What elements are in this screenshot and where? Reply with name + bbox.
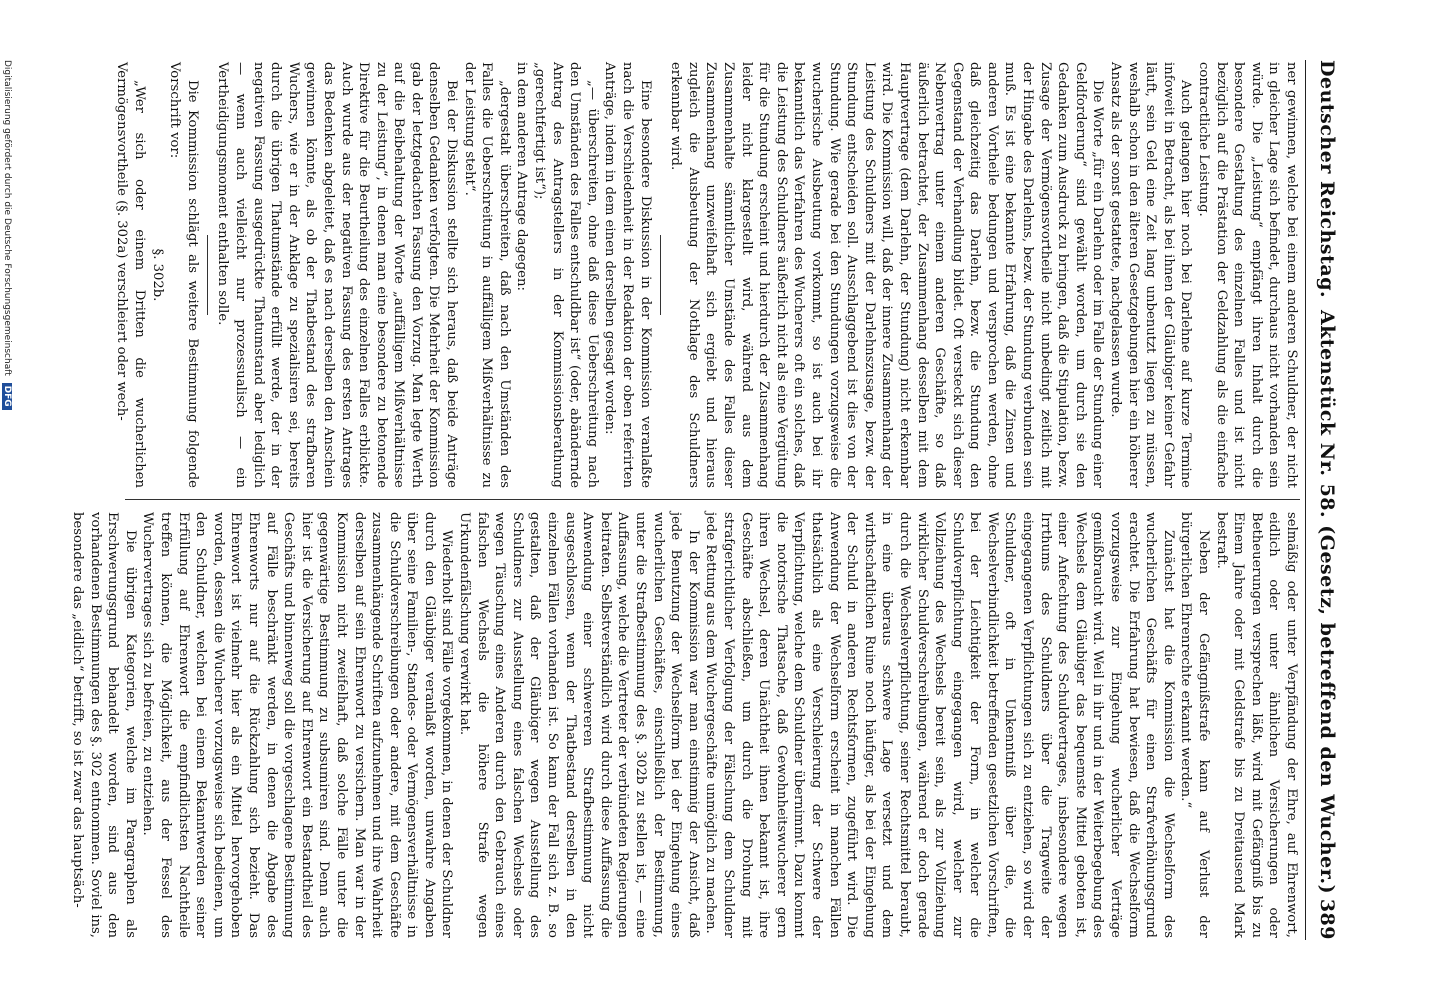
paragraph: In der Kommission war man einstimmig der Ansicht, daß jede Benutzung der Wechselform bei der Eingehung eines wucherlichen Geschäftes, einschließlich der Bestimmung, unter die Strafbestimmung des §. 302b zu stellen ist, — eine Auffassung, welche die Vertreter der verbündeten Regierungen beitraten. Selbstverständlich wird durch diese Auffassung die Anwendung einer schwereren Strafbestimmung nicht ausgeschlossen, wenn der Thatbestand derselben in den einzelnen Fällen vorhanden ist. So kann der Fall sich z. B. so gestalten, daß der Gläubiger wegen Ausstellung des Schuldners zur Ausstellung eines falschen Wechsels oder wegen Täuschung eines Anderen durch den Gebrauch eines falschen Wechsels die höhere Strafe wegen Urkundenfälschung verwirkt hat.	[457, 512, 701, 938]
credit-text: Digitalisierung gefördert durch die Deutsche Forschungsgemeinschaft	[2, 60, 12, 376]
paragraph: ner gewinnen, welche bei einem anderen Schuldner, der nicht in gleicher Lage sich befindet, durchaus nicht vorhanden sein würde. Die „Leistung“ empfängt ihren Inhalt durch die besondere Gestaltung des einzelnen Falles und ist nicht bezüglich auf die Prästation der Geldzahlung als die einfache contractliche Leistung.	[1196, 62, 1299, 488]
paragraph: Auch gelangen hier noch bei Darlehne auf kurze Termine infoweit in Betracht, als bei ihnen der Gläubiger keiner Gefahr läuft, sein Geld eine Zeit lang unbenutzt liegen zu müssen, weshalb schon in den älteren Gesetzgebungen hier ein höherer Ansatz als der sonst gestattete, nachgelassen wurde.	[1108, 62, 1194, 488]
paragraph: in dem anderen Antrage dagegen:	[514, 62, 530, 291]
paragraph: Die übrigen Kategorien, welche im Paragraphen als Erschwerungsgrund behandelt worden, sind aus den vorhandenen Bestimmungen des §. 302 entnommen. Soviel ins, besondere das „eidlich“ betrifft, so ist zwar das hauptsäch-	[70, 512, 138, 938]
section-divider	[660, 235, 661, 315]
column-separator	[125, 499, 1300, 500]
section-divider	[207, 235, 208, 315]
paragraph: Neben der Gefängnißstrafe kann auf Verlust der bürgerlichen Ehrenrechte erkannt werden.“	[1178, 512, 1212, 938]
left-column	[114, 62, 1300, 488]
header-title: Deutscher Reichstag.	[1316, 60, 1338, 299]
quoted-paragraph: „dergestalt überschreiten, daß nach den Umständen des Falles die Ueberschreitung in auffälligem Mißverhältnisse zu der Leistung steht“.	[461, 62, 512, 488]
header-document-title: Aktenstück Nr. 58. (Gesetz, betreffend den Wucher.)	[1316, 310, 1338, 895]
digitization-credit	[2, 60, 12, 940]
paragraph: Zunächst hat die Kommission die Wechselform des wucherlichen Geschäfts für einen Strafverhöhungsgrund erachtet. Die Erfahrung hat bewiesen, daß die Wechselform vorzugsweise zur Eingehung wucherlicher Verträge gemißbraucht wird. Weil in ihr und in der Weiterbegebung des Wechsels dem Gläubiger das bequemste Mittel geboten ist, einer Anfechtung des Schuldvertrages, insbesondere wegen Irrthums des Schuldners über die Tragweite der eingegangenen Verpflichtungen sich zu entziehen, so wird der Schuldner, oft in Unkenntniß über die, die Wechselverbindlichkeit betreffenden gesetzlichen Vorschriften, bei der Leichtigkeit der Form, in welcher die Schuldverpflichtung eingegangen wird, welcher zur Vollziehung des Wechsels bereit sein, als zur Vollziehung wirklicher Schuldverschreibungen, während er doch gerade durch die Wechselverpflichtung, seiner Rechtsmittel beraubt, in eine überaus schwere Lage versetzt und dem wirthschaftlichen Ruine noch häufiger, als bei der Eingehung der Schuld in anderen Rechtsformen, zugeführt wird. Die Anwendung der Wechselform erscheint in manchen Fällen thatsächlich als eine Verschleierung der Schwere der Verpflichtung, welche dem Schuldner übernimmt. Dazu kommt die notorische Thatsache, daß Gewohnheitswucherer gern ihren Wechsel, deren Unächtheit ihnen bekannt ist, ihre Geschäfte abschließen, um durch die Drohung mit strafgerichtlicher Verfolgung der Fälschung dem Schuldner jede Rettung aus dem Wuchergeschäfte unmöglich zu machen.	[703, 512, 1176, 938]
quoted-paragraph: „— überschreiten, ohne daß diese Ueberschreitung nach den Umständen des Falles entschuldbar ist“ (oder, abändernde Antrag des Antragstellers in der Kommissionsberathung „gerechtfertigt ist“);	[532, 62, 600, 488]
section-heading: §. 302b.	[149, 248, 165, 302]
paragraph: Eine besondere Diskussion in der Kommission veranlaßte nach die Verschiedenheit in der Redaktion der oben referirten Anträge, indem in dem einen derselben gesagt worden:	[602, 62, 653, 488]
dfg-logo: DFG	[2, 383, 12, 410]
paragraph: Die Kommission schlägt als weitere Bestimmung folgende Vorschrift vor:	[167, 62, 200, 488]
right-column	[70, 512, 1300, 938]
paragraph: Bei der Diskussion stellte sich heraus, daß beide Anträge denselben Gedanken verfolgten. Die Mehrheit der Kommission gab der letztgedachten Fassung den Vorzug. Man legte Werth auf die Beibehaltung der Worte „auffälligem Mißverhältnisse zu der Leistung“, in denen man eine besondere zu betonende Direktive für die Beurtheilung des einzelnen Falles erblickte. Auch wurde aus der negativen Fassung des ersten Antrages das Bedenken abgeleitet, daß es nach derselben den Anschein gewinnen könnte, als ob der Thatbestand des strafbaren Wuchers, wie er in der Anklage zu spezialisiren sei, bereits durch die übrigen Thatumstände erfüllt werde, der in der negativen Fassung ausgedrückte Thatumstand aber lediglich — wenn auch vielleicht nur prozessualisch — ein Vertheidigungsmoment enthalten solle.	[215, 62, 460, 488]
paragraph: Wiederholt sind Fälle vorgekommen, in denen der Schuldner durch den Gläubiger veranlaßt worden, unwahre Angaben über seine Familien-, Standes- oder Vermögensverhältnisse in die Schuldverschreibungen oder andere, mit dem Geschäfte zusammenhängende Schriften aufzunehmen und ihre Wahrheit derselben auf sein Ehrenwort zu versichern. Man war in der Kommission nicht zweifelhaft, daß solche Fälle unter die gegenwärtige Bestimmung zu subsumiren sind. Denn auch hier ist die Versicherung auf Ehrenwort ein Bestandtheil des Geschäfts und binnenweg soll die vorgeschlagene Bestimmung auf Fälle beschränkt werden, in denen die Abgabe des Ehrenworts nur auf die Rückzahlung sich bezieht. Das Ehrenwort ist vielmehr hier als ein Mittel hervorgehoben worden, dessen die Wucherer vorzugsweise sich bedienen, um den Schuldner, welchen bei einem Bekanntwerden seiner Erfüllung auf Ehrenwort die empfindlichsten Nachtheile treffen können, die Möglichkeit, aus der Fessel des Wuchervertrages sich zu befreien, zu entziehen.	[140, 512, 455, 938]
header-rule	[1305, 60, 1306, 940]
paragraph: „Wer sich oder einem Dritten die wucherlichen Vermögensvortheile (§. 302a) verschleiert oder wech-	[114, 62, 147, 488]
page-number: 389	[1316, 898, 1338, 940]
paragraph: Die Worte „für ein Darlehn oder im Falle der Stundung einer Geldforderung“ sind gewählt worden, um durch sie den Gedanken zum Ausdruck zu bringen, daß die Stipulation, bezw. Zusage der Vermögensvortheile nicht unbedingt zeitlich mit der Hingabe des Darlehns, bezw. der Stundung verbunden sein muß. Es ist eine bekannte Erfahrung, daß die Zinsen und anderen Vortheile bedungen und versprochen werden, ohne daß gleichzeitig das Darlehn, bezw. die Stundung den Gegenstand der Verhandlung bildet. Oft versteckt sich dieser Nebenvertrag unter einem anderen Geschäfte, so daß äußerlich betrachtet, der Zusammenhang desselben mit dem Hauptvertrage (dem Darlehn, der Stundung) nicht erkennbar wird. Die Kommission will, daß der innere Zusammenhang der Leistung des Schuldners mit der Darlehnszusage, bezw. der Stundung entscheiden soll. Ausschlaggebend ist dies von der Stundung. Wie gerade bei den Stundungen vorzugsweise die wucherische Ausbeutung vorkommt, so ist auch bei ihr bekanntlich das Verfahren des Wucherers oft ein solches, daß die Leistung des Schuldners äußerlich nicht als eine Vergütung für die Stundung erscheint und hierdurch der Zusammenhang leider nicht klargestellt wird, während aus dem Zusammenhalte sämmtlicher Umstände des Falles dieser Zusammenhang unzweifelhaft sich ergiebt und hieraus zugleich die Ausbeutung der Nothlage des Schuldners erkennbar wird.	[668, 62, 1106, 488]
paragraph: selmäßig oder unter Verpfändung der Ehre, auf Ehrenwort, eidlich oder unter ähnlichen Versicherungen oder Betheuerungen versprechen läßt, wird mit Gefängniß bis zu Einem Jahre oder mit Geldstrafe bis zu Dreitausend Mark bestraft.	[1213, 512, 1299, 938]
page-header	[1310, 60, 1340, 940]
